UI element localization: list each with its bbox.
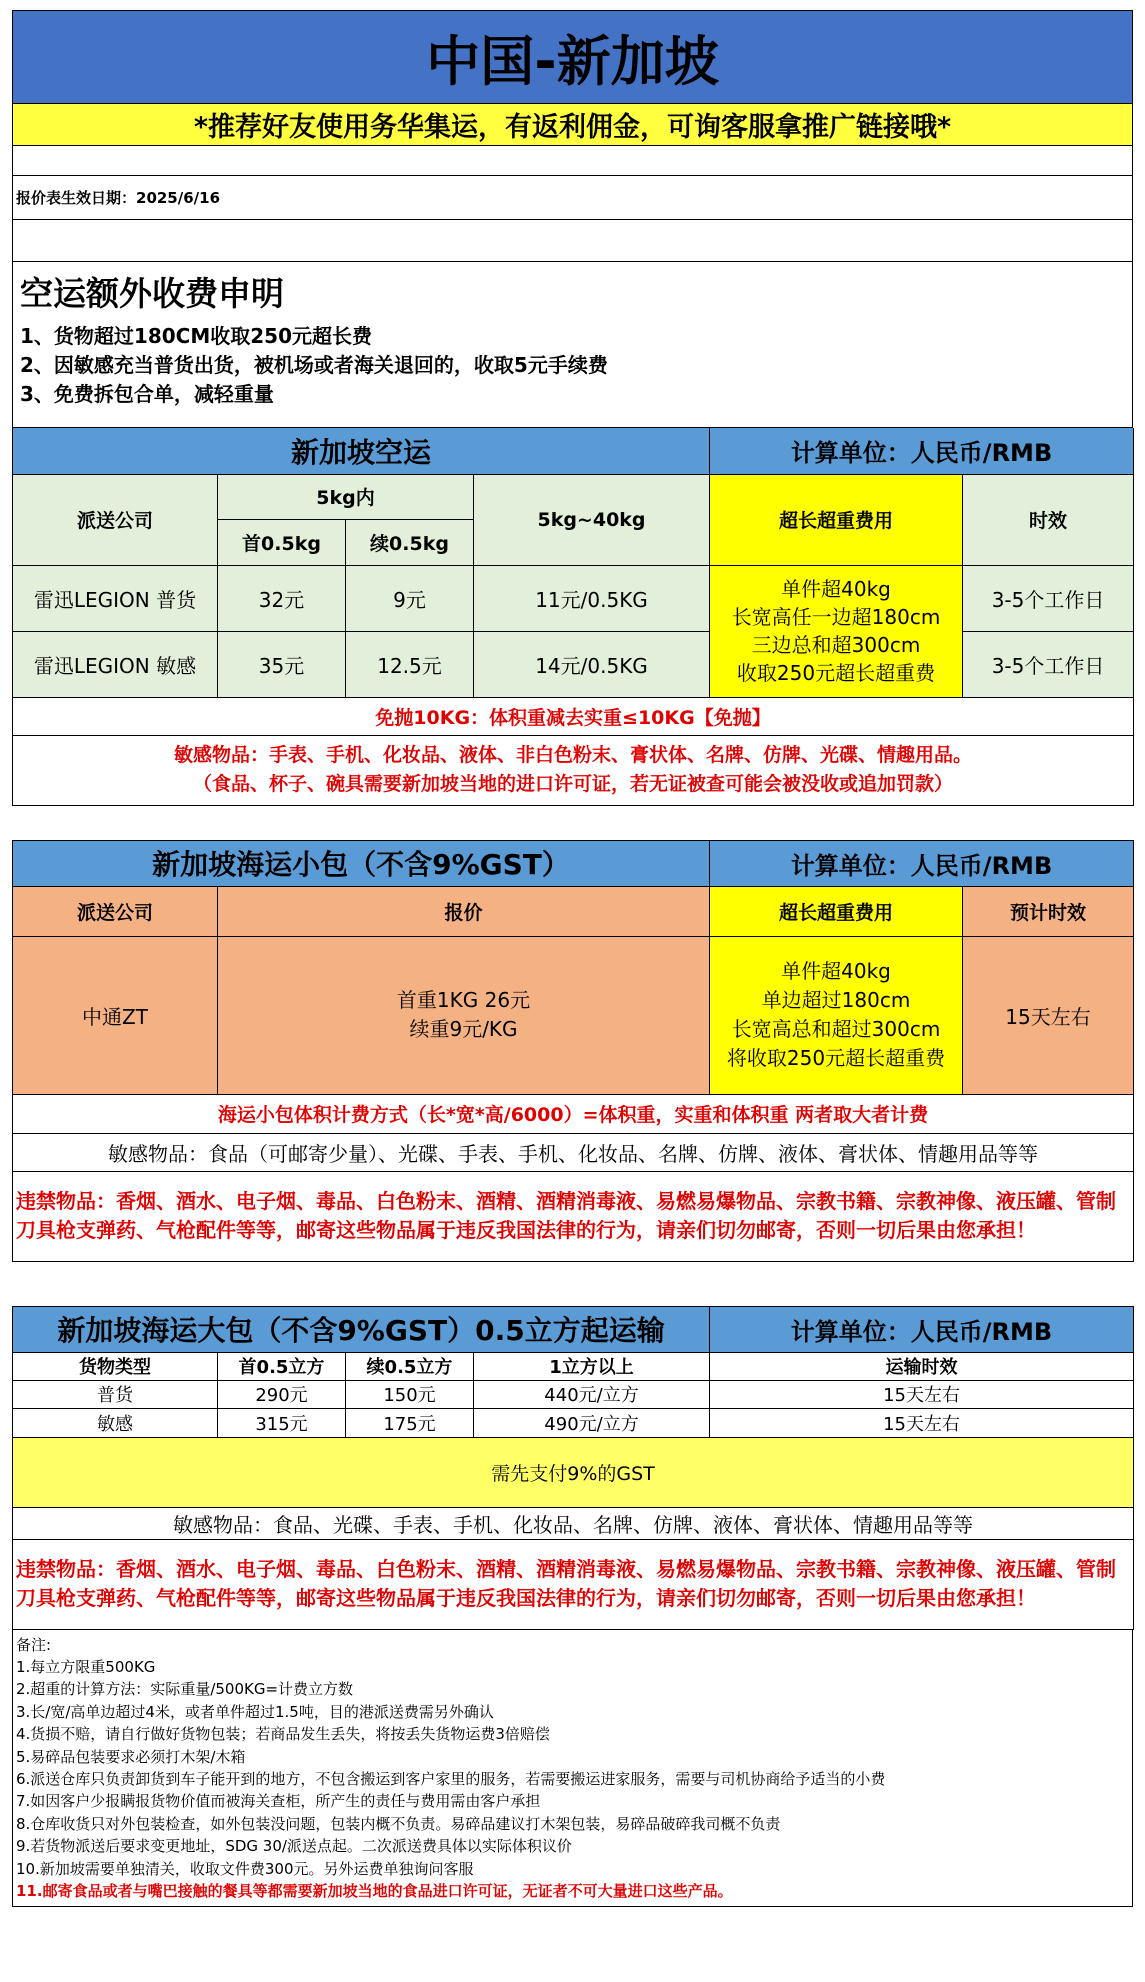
header-5-40kg: 5kg~40kg	[474, 474, 710, 565]
volume-formula-note: 海运小包体积计费方式（长*宽*高/6000）=体积重，实重和体积重 两者取大者计费	[13, 1094, 1134, 1133]
price-cell: 150元	[346, 1380, 474, 1408]
air-note-line: 3、免费拆包合单，减轻重量	[20, 382, 274, 406]
oversize-fee-cell	[710, 565, 963, 697]
header-oversize: 超长超重费用	[710, 886, 963, 936]
table-row	[13, 1380, 1134, 1408]
header-over-1cbm: 1立方以上	[474, 1352, 710, 1380]
sea-small-sensitive-note: 敏感物品：食品（可邮寄少量）、光碟、手表、手机、化妆品、名牌、仿牌、液体、膏状体、情趣用品等等	[13, 1133, 1134, 1171]
effective-date: 报价表生效日期：2025/6/16	[12, 176, 1133, 220]
remarks-title: 备注:	[16, 1635, 52, 1654]
header-price: 报价	[218, 886, 710, 936]
oversize-line: 长宽高总和超过300cm	[731, 1017, 941, 1041]
price-cell: 32元	[218, 565, 346, 631]
price-cell: 290元	[218, 1380, 346, 1408]
table-row	[13, 631, 1134, 697]
price-cell: 315元	[218, 1408, 346, 1437]
oversize-line: 收取250元超长超重费	[736, 661, 936, 685]
air-note-line: 2、因敏感充当普货出货，被机场或者海关退回的，收取5元手续费	[20, 353, 608, 377]
time-cell: 3-5个工作日	[963, 631, 1134, 697]
promo-banner: *推荐好友使用务华集运，有返利佣金，可询客服拿推广链接哦*	[12, 104, 1133, 146]
spacer	[12, 1262, 1133, 1306]
table-row	[13, 565, 1134, 631]
oversize-line: 将收取250元超长超重费	[726, 1046, 946, 1070]
price-cell: 35元	[218, 631, 346, 697]
table-row	[13, 936, 1134, 1094]
time-cell: 3-5个工作日	[963, 565, 1134, 631]
sea-big-title: 新加坡海运大包（不含9%GST）0.5立方起运输	[13, 1306, 710, 1352]
table-row	[13, 1408, 1134, 1437]
header-company: 派送公司	[13, 474, 218, 565]
price-cell: 11元/0.5KG	[474, 565, 710, 631]
blank-row	[12, 146, 1133, 176]
oversize-line: 单边超过180cm	[761, 988, 911, 1012]
remark-line: 10.新加坡需要单独清关，收取文件费300元。另外运费单独询问客服	[16, 1859, 474, 1878]
price-line: 续重9元/KG	[409, 1017, 518, 1041]
time-cell: 15天左右	[710, 1380, 1134, 1408]
remark-line: 1.每立方限重500KG	[16, 1657, 156, 1676]
sensitive-line: （食品、杯子、碗具需要新加坡当地的进口许可证，若无证被查可能会被没收或追加罚款）	[193, 773, 954, 795]
header-time: 运输时效	[710, 1352, 1134, 1380]
header-time: 时效	[963, 474, 1134, 565]
remark-line: 6.派送仓库只负责卸货到车子能开到的地方，不包含搬运到客户家里的服务，若需要搬运进家服务，需要与司机协商给予适当的小费	[16, 1769, 886, 1788]
oversize-fee-cell	[710, 936, 963, 1094]
remark-line: 3.长/宽/高单边超过4米，或者单件超过1.5吨，目的港派送费需另外确认	[16, 1702, 494, 1721]
time-cell: 15天左右	[963, 936, 1134, 1094]
sea-big-banned-note: 违禁物品：香烟、酒水、电子烟、毒品、白色粉末、酒精、酒精消毒液、易燃易爆物品、宗教书籍、宗教神像、液压罐、管制刀具枪支弹药、气枪配件等等，邮寄这些物品属于违反我国法律的行为，请亲们切勿邮寄，否则一切后果由您承担！	[13, 1539, 1134, 1629]
page-title: 中国-新加坡	[12, 10, 1133, 104]
air-sensitive-note	[13, 735, 1134, 805]
remark-line: 7.如因客户少报瞒报货物价值而被海关查柜，所产生的责任与费用需由客户承担	[16, 1792, 541, 1811]
sea-small-banned-note: 违禁物品：香烟、酒水、电子烟、毒品、白色粉末、酒精、酒精消毒液、易燃易爆物品、宗教书籍、宗教神像、液压罐、管制刀具枪支弹药、气枪配件等等，邮寄这些物品属于违反我国法律的行为，请亲们切勿邮寄，否则一切后果由您承担！	[13, 1171, 1134, 1261]
header-first-0.5cbm: 首0.5立方	[218, 1352, 346, 1380]
remark-line-food-permit: 11.邮寄食品或者与嘴巴接触的餐具等都需要新加坡当地的食品进口许可证，无证者不可大量进口这些产品。	[16, 1881, 733, 1900]
sea-big-unit: 计算单位：人民币/RMB	[710, 1306, 1134, 1352]
sea-small-title: 新加坡海运小包（不含9%GST）	[13, 840, 710, 886]
sea-big-sensitive-note: 敏感物品：食品、光碟、手表、手机、化妆品、名牌、仿牌、液体、膏状体、情趣用品等等	[13, 1507, 1134, 1539]
company-cell: 雷迅LEGION 敏感	[13, 631, 218, 697]
header-cont-0.5kg: 续0.5kg	[346, 519, 474, 565]
header-type: 货物类型	[13, 1352, 218, 1380]
gst-note: 需先支付9%的GST	[13, 1437, 1134, 1507]
sensitive-line: 敏感物品：手表、手机、化妆品、液体、非白色粉末、膏状体、名牌、仿牌、光碟、情趣用品。	[174, 744, 973, 766]
air-title: 新加坡空运	[13, 428, 710, 474]
spacer	[12, 806, 1133, 840]
air-unit: 计算单位：人民币/RMB	[710, 428, 1134, 474]
oversize-line: 三边总和超300cm	[751, 633, 921, 657]
air-surcharge-notes	[12, 262, 1133, 428]
header-within-5kg: 5kg内	[218, 474, 474, 519]
type-cell: 普货	[13, 1380, 218, 1408]
air-freight-table	[12, 428, 1134, 806]
remark-line: 9.若货物派送后要求变更地址，SDG 30/派送点起。二次派送费具体以实际体积议价	[16, 1837, 572, 1856]
remarks	[12, 1630, 1133, 1908]
free-volume-note: 免抛10KG：体积重减去实重≤10KG【免抛】	[13, 697, 1134, 735]
air-note-line: 1、货物超过180CM收取250元超长费	[20, 324, 372, 348]
price-sheet	[12, 10, 1133, 1907]
type-cell: 敏感	[13, 1408, 218, 1437]
price-cell	[218, 936, 710, 1094]
oversize-line: 单件超40kg	[781, 577, 891, 601]
sea-big-table	[12, 1306, 1134, 1630]
header-cont-0.5cbm: 续0.5立方	[346, 1352, 474, 1380]
price-line: 首重1KG 26元	[396, 988, 531, 1012]
company-cell: 中通ZT	[13, 936, 218, 1094]
time-cell: 15天左右	[710, 1408, 1134, 1437]
blank-row	[12, 220, 1133, 262]
price-cell: 175元	[346, 1408, 474, 1437]
oversize-line: 单件超40kg	[781, 959, 891, 983]
price-cell: 9元	[346, 565, 474, 631]
price-cell: 12.5元	[346, 631, 474, 697]
remark-line: 5.易碎品包装要求必须打木架/木箱	[16, 1747, 246, 1766]
price-cell: 14元/0.5KG	[474, 631, 710, 697]
sea-small-table	[12, 840, 1134, 1262]
company-cell: 雷迅LEGION 普货	[13, 565, 218, 631]
oversize-line: 长宽高任一边超180cm	[731, 605, 941, 629]
header-oversize: 超长超重费用	[710, 474, 963, 565]
sea-small-unit: 计算单位：人民币/RMB	[710, 840, 1134, 886]
remark-line: 2.超重的计算方法：实际重量/500KG=计费立方数	[16, 1680, 354, 1699]
header-time: 预计时效	[963, 886, 1134, 936]
price-cell: 490元/立方	[474, 1408, 710, 1437]
header-company: 派送公司	[13, 886, 218, 936]
remark-line: 4.货损不赔，请自行做好货物包装；若商品发生丢失，将按丢失货物运费3倍赔偿	[16, 1725, 550, 1744]
price-cell: 440元/立方	[474, 1380, 710, 1408]
air-notes-heading: 空运额外收费申明	[20, 274, 284, 313]
header-first-0.5kg: 首0.5kg	[218, 519, 346, 565]
remark-line: 8.仓库收货只对外包装检查，如外包装没问题，包装内概不负责。易碎品建议打木架包装，易碎品破碎我司概不负责	[16, 1814, 781, 1833]
